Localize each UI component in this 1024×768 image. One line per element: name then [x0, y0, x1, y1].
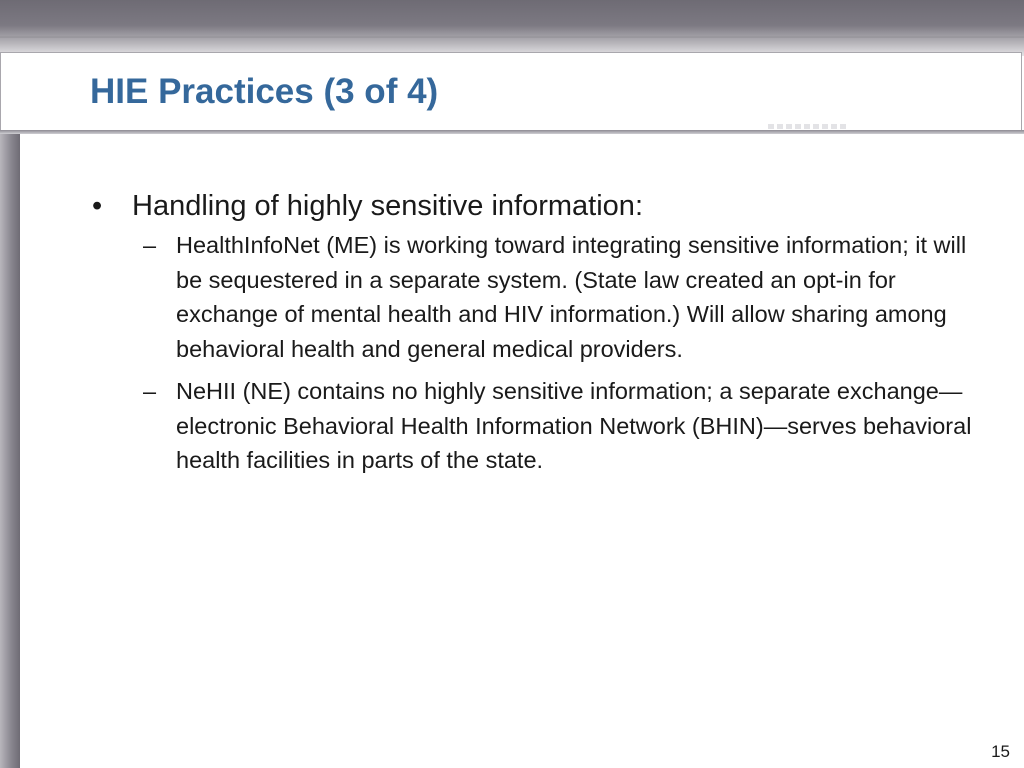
- bullet-text: Handling of highly sensitive information:: [132, 190, 643, 222]
- sub-bullet-item: [143, 228, 976, 366]
- decorative-mark: [768, 124, 848, 129]
- sub-bullet-marker: –: [143, 232, 157, 258]
- bullet-marker: •: [92, 190, 103, 222]
- page-number: 15: [991, 742, 1010, 761]
- slide-content: [92, 186, 992, 486]
- sub-bullet-text: NeHII (NE) contains no highly sensitive information; a separate exchange—electronic Behavioral Health Information Network (BHIN)—serves behavioral health facilities in parts of the state.: [176, 378, 972, 473]
- top-decorative-band: [0, 0, 1024, 56]
- sub-bullet-marker: –: [143, 378, 157, 404]
- sub-bullet-text: HealthInfoNet (ME) is working toward integrating sensitive information; it will be sequestered in a separate system. (State law created an opt-in for exchange of mental health and HIV information.) Will allow sharing among behavioral health and general medical providers.: [176, 232, 967, 362]
- sub-bullet-item: [143, 374, 976, 478]
- top-divider-line: [0, 36, 1024, 38]
- title-bar-shadow: [0, 130, 1024, 134]
- left-decorative-bar: [0, 134, 20, 768]
- slide-title: HIE Practices (3 of 4): [90, 72, 439, 111]
- bullet-item: [92, 186, 992, 226]
